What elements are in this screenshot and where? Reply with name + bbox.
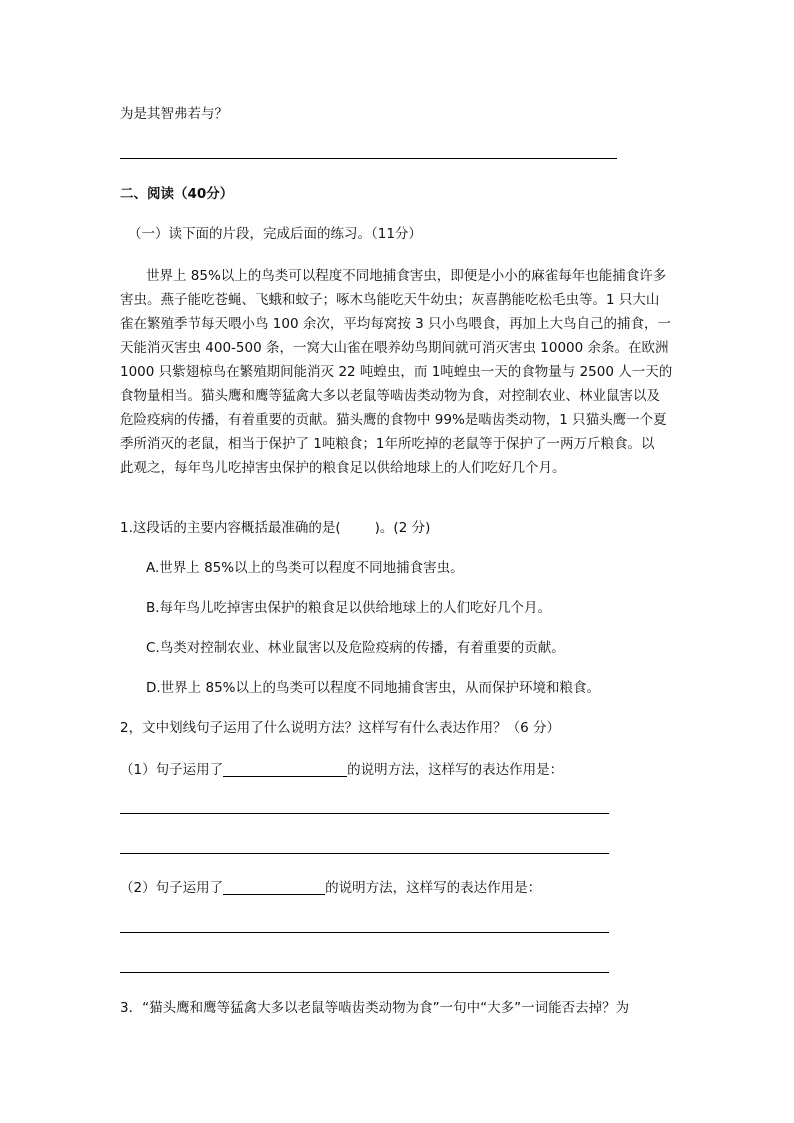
passage-line: 世界上 85%以上的鸟类可以程度不同地捕食害虫，即便是小小的麻雀每年也能捕食许多 — [146, 268, 667, 284]
answer-line[interactable] — [120, 813, 609, 814]
passage-line: 季所消灭的老鼠，相当于保护了 1吨粮食；1年所吃掉的老鼠等于保护了一两万斤粮食。以 — [120, 436, 655, 452]
passage-line: 害虫。燕子能吃苍蝇、飞蛾和蚊子；啄木鸟能吃天牛幼虫；灰喜鹊能吃松毛虫等。1 只大山 — [120, 292, 660, 308]
answer-line[interactable] — [120, 932, 609, 933]
sub-2-before: （2）句子运用了 — [120, 880, 224, 896]
passage-line: 此观之，每年鸟儿吃掉害虫保护的粮食足以供给地球上的人们吃好几个月。 — [120, 460, 566, 476]
passage-line: 食物量相当。猫头鹰和鹰等猛禽大多以老鼠等啮齿类动物为食，对控制农业、林业鼠害以及 — [120, 388, 660, 404]
answer-line[interactable] — [120, 158, 617, 159]
passage-line: 1000 只紫翅椋鸟在繁殖期间能消灭 22 吨蝗虫，而 1吨蝗虫一天的食物量与 2500 人一天的 — [120, 364, 673, 380]
passage-line: 雀在繁殖季节每天喂小鸟 100 余次，平均每窝按 3 只小鸟喂食，再加上大鸟自己的捕食，一 — [120, 316, 672, 332]
question-1-stem-before: 1.这段话的主要内容概括最准确的是( — [120, 520, 341, 536]
passage-line: 天能消灭害虫 400-500 条，一窝大山雀在喂养幼鸟期间就可消灭害虫 10000 余条。在欧洲 — [120, 340, 669, 356]
option-d[interactable]: D.世界上 85%以上的鸟类可以程度不同地捕食害虫，从而保护环境和粮食。 — [146, 680, 600, 696]
option-b[interactable]: B.每年鸟儿吃掉害虫保护的粮食足以供给地球上的人们吃好几个月。 — [146, 600, 552, 616]
sub-2-after: 的说明方法，这样写的表达作用是： — [325, 880, 542, 896]
question-1-stem — [120, 518, 430, 538]
section-title: 二、阅读（40分） — [120, 186, 234, 202]
method-blank-1[interactable] — [223, 762, 347, 777]
question-3-stem: 3．“猫头鹰和鹰等猛禽大多以老鼠等啮齿类动物为食”一句中“大多”一词能否去掉？为 — [120, 1000, 630, 1016]
passage-line: 危险疫病的传播，有着重要的贡献。猫头鹰的食物中 99%是啮齿类动物，1 只猫头鹰一个夏 — [120, 412, 667, 428]
answer-line[interactable] — [120, 972, 609, 973]
question-2-stem: 2，文中划线句子运用了什么说明方法？这样写有什么表达作用？（6 分） — [120, 720, 560, 736]
part-instruction: （一）读下面的片段，完成后面的练习。（11分） — [128, 226, 422, 242]
option-c[interactable]: C.鸟类对控制农业、林业鼠害以及危险疫病的传播，有着重要的贡献。 — [146, 640, 565, 656]
answer-line[interactable] — [120, 853, 609, 854]
sub-1-after: 的说明方法，这样写的表达作用是： — [347, 762, 564, 778]
option-a[interactable]: A.世界上 85%以上的鸟类可以程度不同地捕食害虫。 — [146, 560, 464, 576]
method-blank-2[interactable] — [223, 880, 325, 895]
sub-1-before: （1）句子运用了 — [120, 762, 224, 778]
question-2-sub-2 — [120, 878, 541, 898]
question-1-stem-after: )。(2 分) — [374, 520, 431, 536]
question-2-sub-1 — [120, 760, 563, 780]
previous-question-tail: 为是其智弗若与？ — [120, 106, 228, 122]
